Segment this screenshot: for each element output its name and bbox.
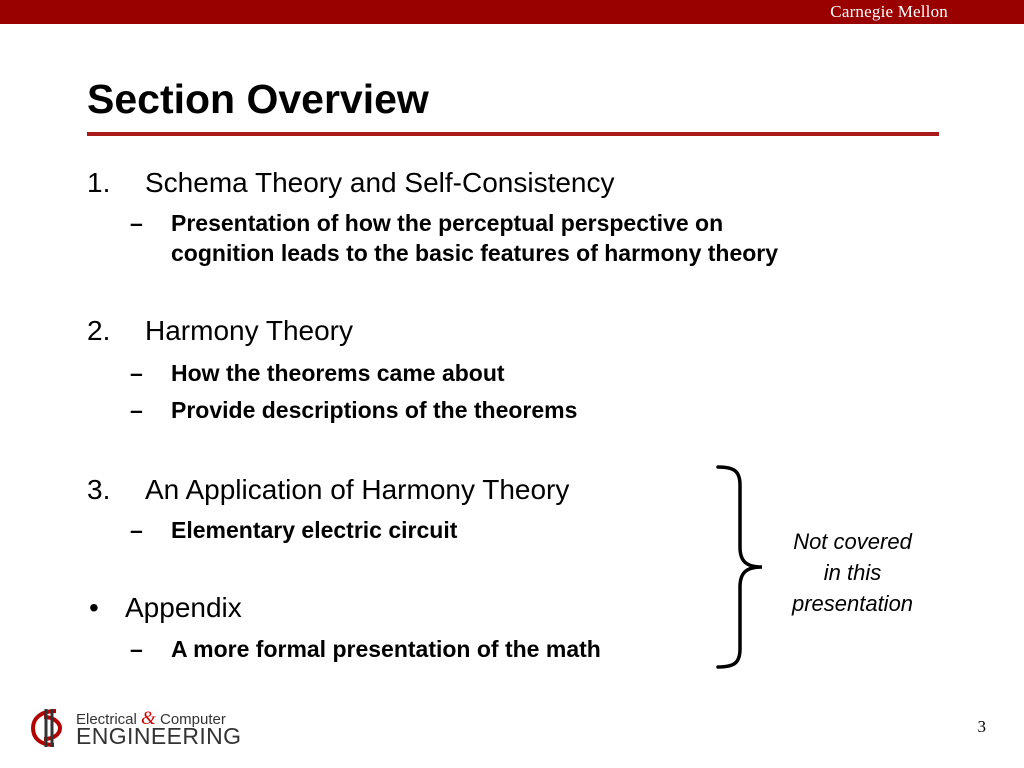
sub-item-text: Presentation of how the perceptual perspective on <box>171 210 724 236</box>
not-covered-note <box>765 526 940 619</box>
list-number: 2. <box>87 315 111 346</box>
bullet-marker: • <box>89 592 99 623</box>
section-heading: An Application of Harmony Theory <box>145 474 570 505</box>
sub-item-text: How the theorems came about <box>171 360 505 386</box>
ece-logo-mark-icon <box>30 707 70 749</box>
note-line: in this <box>823 560 882 585</box>
section-heading: Schema Theory and Self-Consistency <box>145 167 615 198</box>
slide-title: Section Overview <box>87 76 429 122</box>
dash-marker: – <box>130 636 143 662</box>
note-line: presentation <box>791 591 914 616</box>
list-number: 3. <box>87 474 111 505</box>
logo-line-2: ENGINEERING <box>76 723 242 749</box>
dash-marker: – <box>130 360 143 386</box>
page-number: 3 <box>977 717 986 736</box>
sub-item-text: Provide descriptions of the theorems <box>171 397 578 423</box>
note-line: Not covered <box>793 529 912 554</box>
logo-ampersand: & <box>141 708 156 729</box>
sub-item-text: Elementary electric circuit <box>171 517 458 543</box>
logo-word: Computer <box>159 711 226 728</box>
logo-word: Electrical <box>76 711 137 728</box>
ece-logo <box>30 703 240 753</box>
list-number: 1. <box>87 167 111 198</box>
brand-name: Carnegie Mellon <box>830 2 948 21</box>
sub-item-text: cognition leads to the basic features of harmony theory <box>171 240 779 266</box>
dash-marker: – <box>130 397 143 423</box>
curly-brace-icon <box>712 463 772 671</box>
dash-marker: – <box>130 517 143 543</box>
sub-item-text: A more formal presentation of the math <box>171 636 601 662</box>
section-heading: Harmony Theory <box>145 315 354 346</box>
dash-marker: – <box>130 210 143 236</box>
section-heading: Appendix <box>125 592 242 623</box>
